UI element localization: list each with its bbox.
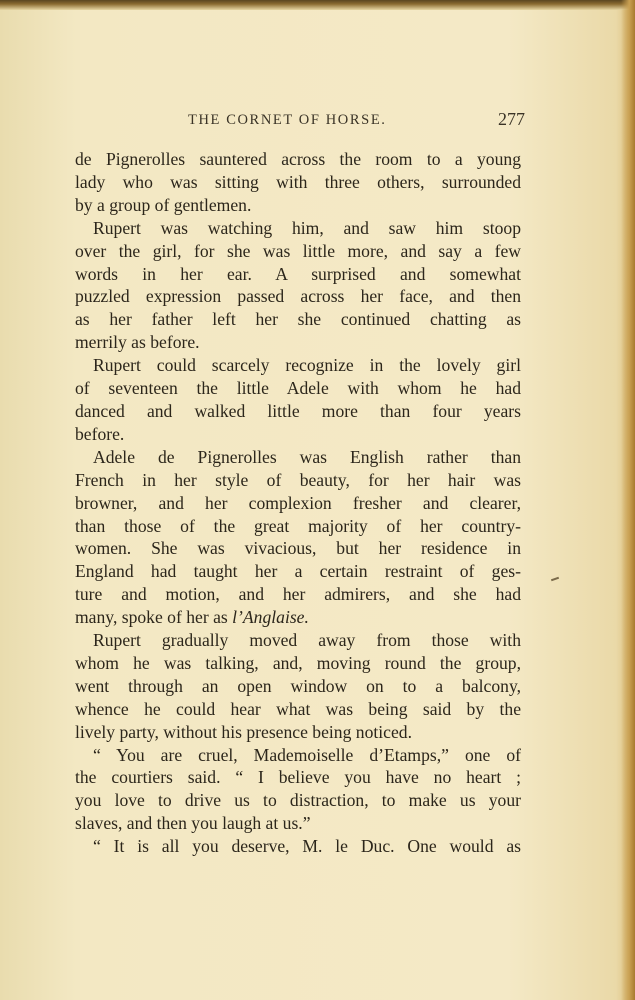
- text-line: ture and motion, and her admirers, and she had: [75, 584, 521, 605]
- text-line: went through an open window on to a balcony,: [75, 675, 521, 696]
- text-line: Rupert gradually moved away from those with: [93, 630, 521, 651]
- page-right-edge: [621, 0, 635, 1000]
- running-title: THE CORNET OF HORSE.: [188, 112, 387, 128]
- text-line: browner, and her complexion fresher and clearer,: [75, 492, 521, 513]
- text-line-start: many, spoke of her as: [75, 607, 233, 628]
- text-line: lady who was sitting with three others, surrounded: [75, 171, 521, 192]
- text-line: the courtiers said. “ I believe you have no heart ;: [75, 767, 521, 788]
- text-line: whence he could hear what was being said by the: [75, 698, 521, 719]
- text-line: England had taught her a certain restraint of ges-: [75, 561, 521, 582]
- text-line: de Pignerolles sauntered across the room to a young: [75, 149, 521, 169]
- text-line: as her father left her she continued chatting as: [75, 309, 521, 330]
- page-number: 277: [498, 109, 525, 129]
- text-line: of seventeen the little Adele with whom he had: [75, 378, 521, 399]
- text-line: puzzled expression passed across her face, and then: [75, 286, 521, 307]
- text-line: women. She was vivacious, but her residence in: [75, 538, 521, 559]
- text-line: before.: [75, 423, 125, 444]
- text-line: slaves, and then you laugh at us.”: [75, 813, 311, 834]
- text-line: by a group of gentlemen.: [75, 194, 252, 215]
- italic-phrase: l’Anglaise.: [232, 607, 309, 628]
- text-line: [75, 606, 521, 629]
- text-line: “ It is all you deserve, M. le Duc. One would as: [93, 836, 521, 857]
- margin-mark: [551, 577, 559, 582]
- text-line: over the girl, for she was little more, and say a few: [75, 240, 521, 261]
- page-top-edge: [0, 0, 635, 10]
- page-header: [75, 109, 525, 136]
- text-line: French in her style of beauty, for her hair was: [75, 469, 521, 490]
- text-line: Rupert was watching him, and saw him stoop: [93, 217, 521, 238]
- text-line: merrily as before.: [75, 332, 200, 353]
- text-line: Rupert could scarcely recognize in the lovely girl: [93, 355, 521, 376]
- text-line: lively party, without his presence being noticed.: [75, 721, 412, 742]
- text-line: Adele de Pignerolles was English rather than: [93, 446, 521, 467]
- text-line: words in her ear. A surprised and somewhat: [75, 263, 521, 284]
- text-line: you love to drive us to distraction, to make us your: [75, 790, 521, 811]
- text-line: whom he was talking, and, moving round the group,: [75, 652, 521, 673]
- text-line: than those of the great majority of her country-: [75, 515, 521, 536]
- text-line: “ You are cruel, Mademoiselle d’Etamps,” one of: [93, 744, 521, 765]
- body-text: [75, 148, 521, 858]
- text-line: danced and walked little more than four years: [75, 400, 521, 421]
